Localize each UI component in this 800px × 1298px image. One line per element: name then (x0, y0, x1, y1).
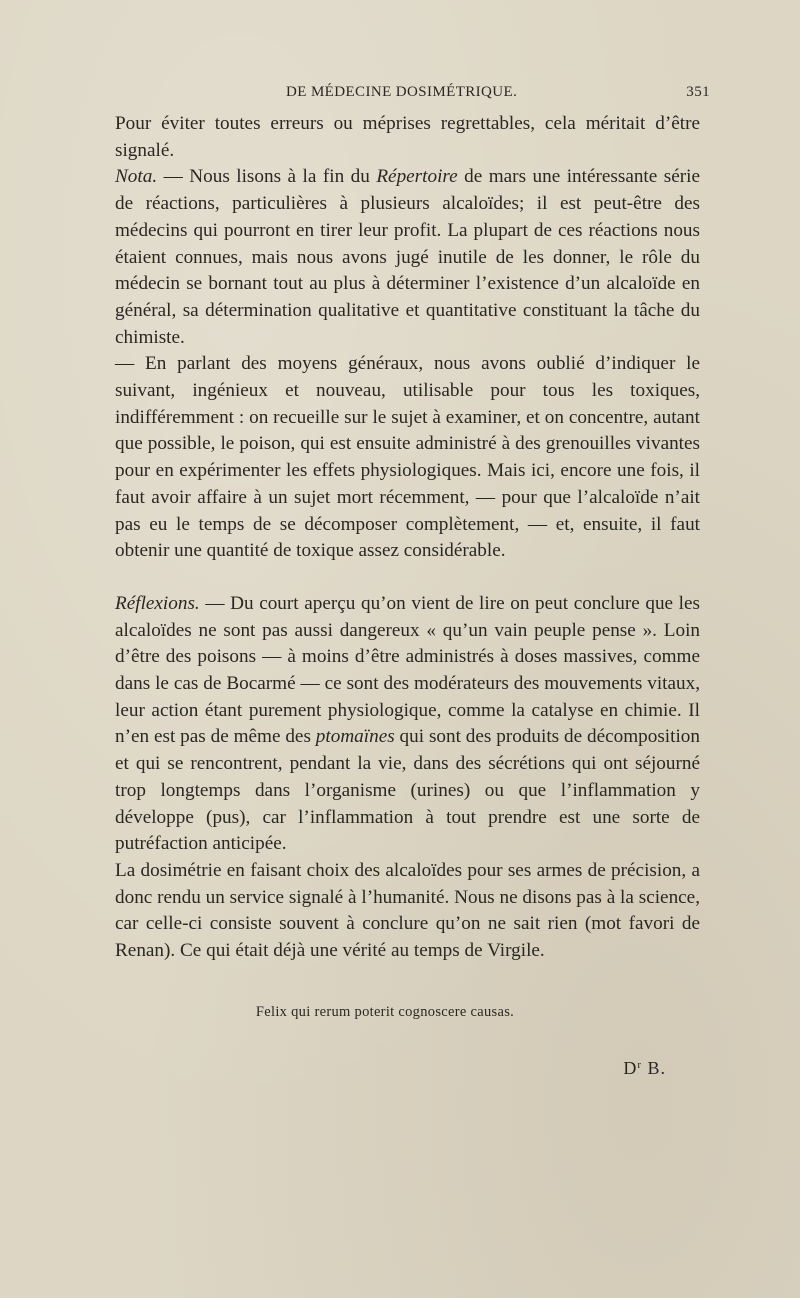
signature (623, 1058, 666, 1079)
paragraph-5 (115, 858, 700, 965)
signature-superscript: r (637, 1059, 642, 1071)
reflexions-lead: Réflexions. (115, 592, 200, 614)
reflexions-italic-ref: ptomaïnes (315, 726, 395, 748)
reflexions-text-before: — Du court aperçu qu’on vient de lire on peut conclure que les alcaloïdes ne sont pas aussi dangereux « qu’un vain peuple pense ». Loin d’être des poisons — à moins d’être administrés à doses massives, comme dans le cas de Bocarmé — ce sont des modérateurs des mouvements vitaux, leur action étant purement physiologique, comme la catalyse en chimie. Il n’en est pas de même des (115, 592, 700, 748)
signature-name: B. (647, 1058, 666, 1078)
running-header (110, 84, 710, 108)
paragraph-nota (115, 164, 700, 351)
paragraph-3-text: — En parlant des moyens généraux, nous avons oublié d’indiquer le suivant, ingénieux et nouveau, utilisable pour tous les toxiques, indifféremment : on recueille sur le sujet à examiner, et on concentre, autant que possible, le poison, qui est ensuite administré à des grenouilles vivantes pour en expérimenter les effets physiologiques. Mais ici, encore une fois, il faut avoir affaire à un sujet mort récemment, — pour que l’alcaloïde n’ait pas eu le temps de se décomposer complètement, — et, ensuite, il faut obtenir une quantité de toxique assez considérable. (115, 353, 700, 562)
running-title: DE MÉDECINE DOSIMÉTRIQUE. (286, 84, 518, 100)
nota-lead: Nota. (115, 166, 158, 188)
nota-text-after: de mars une intéressante série de réactions, particulières à plusieurs alcaloïdes; il est peut-être des médecins qui pourront en tirer leur profit. La plupart de ces réactions nous étaient connues, mais nous avons jugé inutile de les donner, le rôle du médecin se bornant tout au plus à déterminer l’existence d’un alcaloïde en général, sa détermination qualitative et quantitative constituant la tâche du chimiste. (115, 166, 700, 348)
paragraph-5-text: La dosimétrie en faisant choix des alcaloïdes pour ses armes de précision, a donc rendu un service signalé à l’humanité. Nous ne disons pas à la science, car celle-ci consiste souvent à conclure qu’on ne sait rien (mot favori de Renan). Ce qui était déjà une vérité au temps de Virgile. (115, 859, 700, 962)
paragraph-1-text: Pour éviter toutes erreurs ou méprises regrettables, cela méritait d’être signalé. (115, 113, 700, 161)
paragraph-reflexions (115, 591, 700, 858)
latin-quote: Felix qui rerum poterit cognoscere causas. (255, 1004, 515, 1020)
paragraph-1 (115, 111, 700, 164)
signature-prefix: D (623, 1058, 638, 1078)
nota-text-before: — Nous lisons à la fin du (157, 166, 377, 188)
page-number: 351 (686, 84, 710, 100)
nota-italic-ref: Répertoire (376, 166, 458, 188)
reflexions-text-after: qui sont des produits de décomposition et qui se rencontrent, pendant la vie, dans des sécrétions qui ont séjourné trop longtemps dans l’organisme (urines) ou que l’inflammation y développe (pus), car l’inflammation à tout prendre est une sorte de putréfaction anticipée. (115, 726, 700, 855)
body-text (115, 111, 700, 965)
paragraph-3 (115, 351, 700, 565)
